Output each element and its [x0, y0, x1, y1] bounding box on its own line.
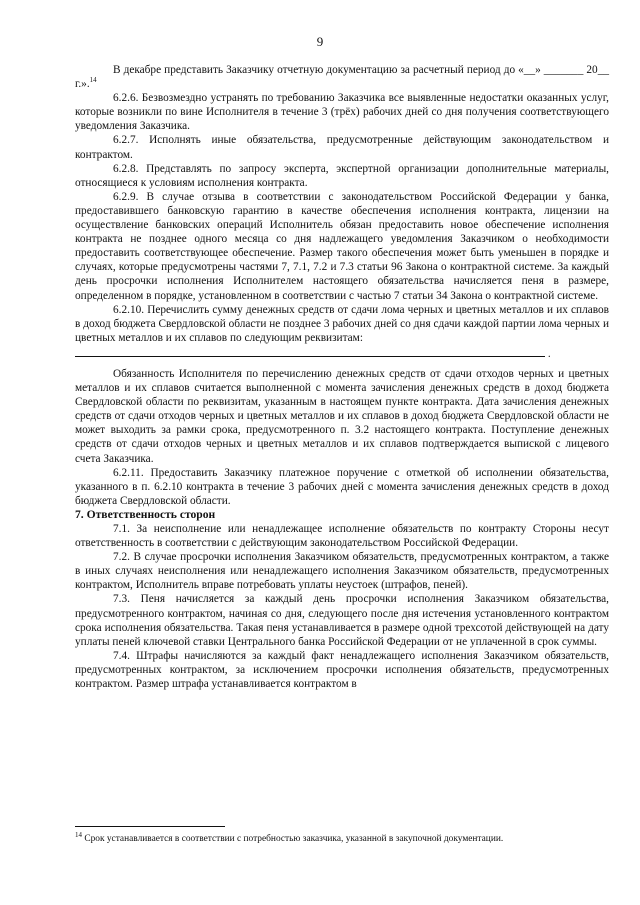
paragraph-6-2-9: 6.2.9. В случае отзыва в соответствии с законодательством Российской Федерации у банка, предоставившего банковскую гарантию в качестве обеспечения исполнения контракта, лицензии на осуществление банковских операций Исполнитель обязан предоставить новое обеспечение исполнения контракта не позднее одного месяца со дня надлежащего уведомления Заказчиком о необходимости предоставить соответствующее обеспечение. Размер такого обеспечения может быть уменьшен в порядке и случаях, которые предусмотрены частями 7, 7.1, 7.2 и 7.3 статьи 96 Закона о контрактной системе. За каждый день просрочки исполнения Исполнителем настоящего обязательства начисляется пеня в размере, определенном в порядке, установленном в соответствии с частью 7 статьи 34 Закона о контрактной системе.: [75, 190, 609, 302]
paragraph-7-2: 7.2. В случае просрочки исполнения Заказчиком обязательств, предусмотренных контрактом, а также в иных случаях неисполнения или ненадлежащего исполнения Заказчиком обязательств, предусмотренных контрактом, Исполнитель вправе потребовать уплаты неустоек (штрафов, пеней).: [75, 551, 609, 592]
footnote: [75, 830, 609, 845]
paragraph-obligation: Обязанность Исполнителя по перечислению денежных средств от сдачи отходов черных и цветных металлов и их сплавов считается выполненной с момента зачисления денежных средств в доход бюджета Свердловской области по реквизитам, указанным в настоящем пункте контракта. Дата зачисления денежных средств от сдачи отходов черных и цветных металлов и их сплавов в доход бюджета Свердловской области не может выходить за рамки срока, предусмотренного п. 3.2 настоящего контракта. Поступление денежных средств от сдачи отходов черных и цветных металлов и их сплавов подтверждается выпиской с лицевого счета Заказчика.: [75, 367, 609, 465]
requisites-line: .: [75, 345, 609, 361]
paragraph-6-2-8: 6.2.8. Представлять по запросу эксперта, экспертной организации дополнительные материалы, относящиеся к условиям исполнения контракта.: [75, 162, 609, 189]
footnote-divider: [75, 826, 225, 827]
paragraph-december-report: В декабре представить Заказчику отчетную документацию за расчетный период до «__» _______ 20__ г.».$^{14}$: [75, 64, 609, 91]
paragraph-6-2-10: 6.2.10. Перечислить сумму денежных средств от сдачи лома черных и цветных металлов и их сплавов в доход бюджета Свердловской области не позднее 3 рабочих дней со дня сдачи каждой партии лома черных и цветных металлов и их сплавов по следующим реквизитам:: [75, 303, 609, 344]
paragraph-6-2-7: 6.2.7. Исполнять иные обязательства, предусмотренные действующим законодательством и контрактом.: [75, 134, 609, 161]
paragraph-7-3: 7.3. Пеня начисляется за каждый день просрочки исполнения Заказчиком обязательства, предусмотренного контрактом, начиная со дня, следующего после дня истечения установленного контрактом срока исполнения обязательства. Такая пеня устанавливается в размере одной трехсотой действующей на дату уплаты пеней ключевой ставки Центрального банка Российской Федерации от не уплаченной в срок суммы.: [75, 593, 609, 648]
footnote-text: Срок устанавливается в соответствии с потребностью заказчика, указанной в закупочной документации.: [82, 834, 504, 844]
footnote-number: 14: [75, 830, 82, 839]
paragraph-6-2-11: 6.2.11. Предоставить Заказчику платежное поручение с отметкой об исполнении обязательства, указанного в п. 6.2.10 контракта в течение 3 рабочих дней с момента зачисления денежных средств в доход бюджета Свердловской области.: [75, 466, 609, 507]
document-body: [75, 63, 609, 691]
footnote-ref: 14: [89, 76, 97, 85]
paragraph-7-1: 7.1. За неисполнение или ненадлежащее исполнение обязательств по контракту Стороны несут ответственность в соответствии с действующим законодательством Российской Федерации.: [75, 523, 609, 550]
section-title: 7. Ответственность сторон: [75, 507, 216, 521]
paragraph-7-4: 7.4. Штрафы начисляются за каждый факт ненадлежащего исполнения Заказчиком обязательств, предусмотренных контрактом, за исключением просрочки исполнения обязательств, предусмотренных контрактом. Размер штрафа устанавливается контрактом в: [75, 649, 609, 691]
requisites-blank: [75, 345, 545, 357]
paragraph-6-2-6: 6.2.6. Безвозмездно устранять по требованию Заказчика все выявленные недостатки оказанных услуг, которые возникли по вине Исполнителя в течение 3 (трёх) рабочих дней со дня получения соответствующего уведомления Заказчика.: [75, 92, 609, 133]
page-number: 9: [316, 34, 324, 49]
